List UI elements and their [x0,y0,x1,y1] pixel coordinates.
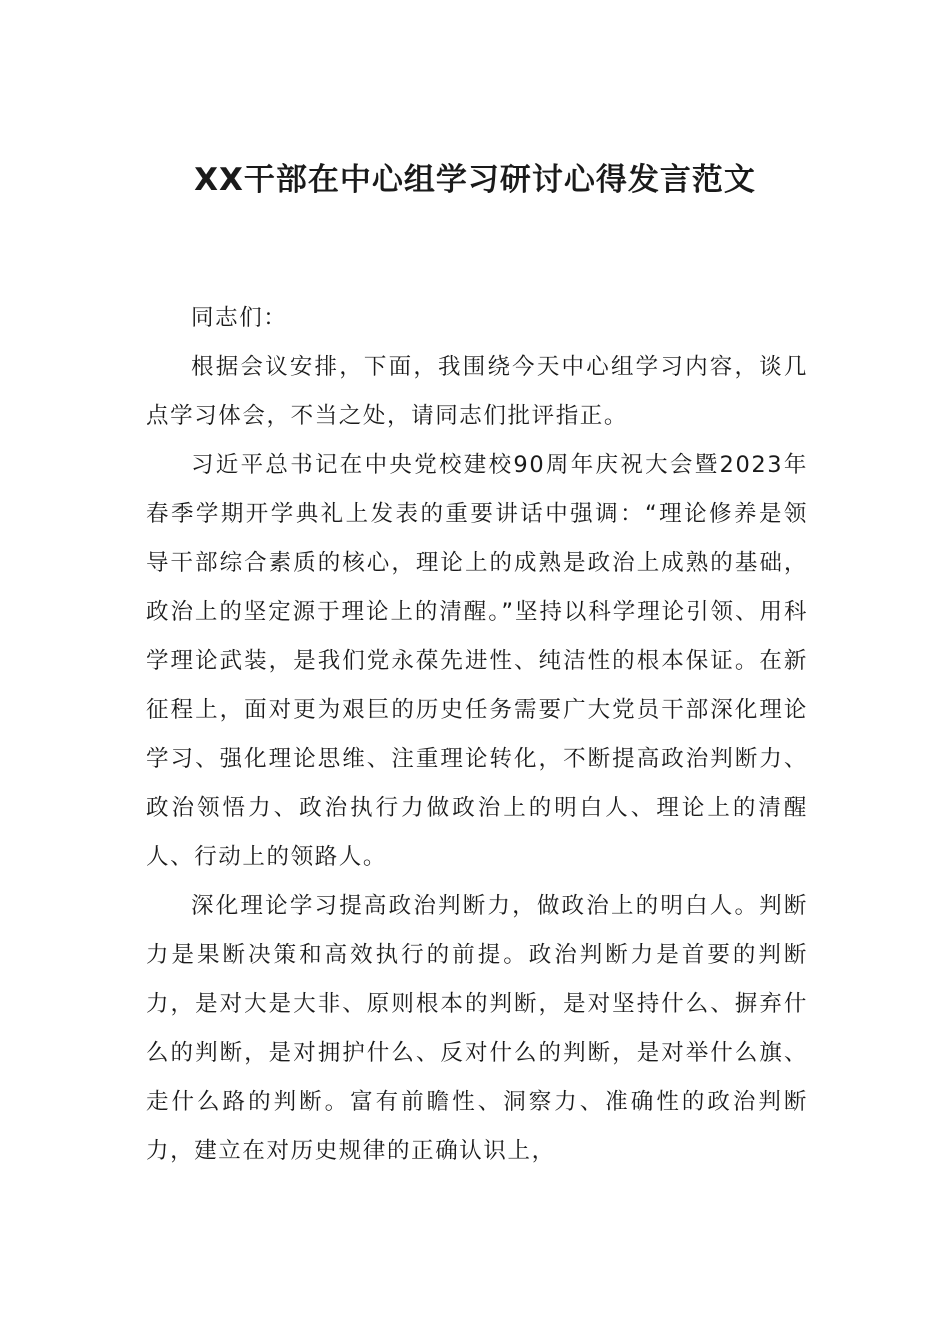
political-judgment-paragraph: 深化理论学习提高政治判断力，做政治上的明白人。判断力是果断决策和高效执行的前提。政治判断力是首要的判断力，是对大是大非、原则根本的判断，是对坚持什么、摒弃什么的判断，是对拥护什么、反对什么的判断，是对举什么旗、走什么路的判断。富有前瞻性、洞察力、准确性的政治判断力，建立在对历史规律的正确认识上， [146,893,808,1164]
intro-paragraph: 根据会议安排，下面，我围绕今天中心组学习内容，谈几点学习体会，不当之处，请同志们批评指正。 [146,354,808,429]
speech-quote-paragraph: 习近平总书记在中央党校建校90周年庆祝大会暨2023年春季学期开学典礼上发表的重要讲话中强调：“理论修养是领导干部综合素质的核心，理论上的成熟是政治上成熟的基础，政治上的坚定源于理论上的清醒。”坚持以科学理论引领、用科学理论武装，是我们党永葆先进性、纯洁性的根本保证。在新征程上，面对更为艰巨的历史任务需要广大党员干部深化理论学习、强化理论思维、注重理论转化，不断提高政治判断力、政治领悟力、政治执行力做政治上的明白人、理论上的清醒人、行动上的领路人。 [146,452,808,870]
document-body [146,294,808,1176]
salutation-paragraph: 同志们： [191,305,288,331]
document-title: XX干部在中心组学习研讨心得发言范文 [194,162,756,198]
